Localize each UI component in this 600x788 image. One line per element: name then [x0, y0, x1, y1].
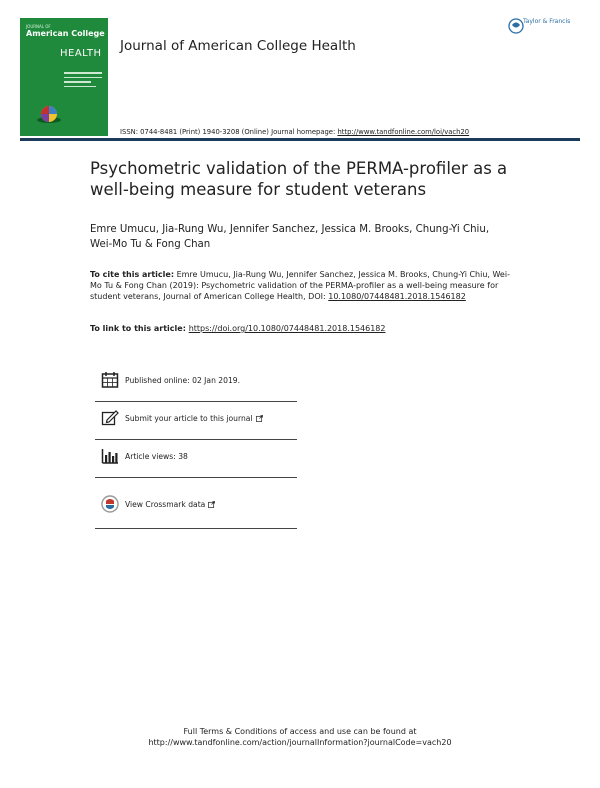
publisher-name: Taylor & Francis	[523, 18, 571, 25]
crossmark-icon	[101, 495, 119, 513]
article-authors: Emre Umucu, Jia-Rung Wu, Jennifer Sanchez, Jessica M. Brooks, Chung-Yi Chiu, Wei-Mo Tu & Fong Chan	[90, 224, 490, 250]
crossmark-row[interactable]	[95, 490, 297, 526]
published-online-row	[95, 366, 297, 402]
row-divider	[95, 528, 297, 529]
article-views-text[interactable]: Article views: 38	[125, 452, 188, 461]
external-link-icon	[256, 415, 263, 422]
citation-label: To cite this article:	[90, 270, 175, 279]
footer-terms-link[interactable]: http://www.tandfonline.com/action/journalInformation?journalCode=vach20	[148, 738, 452, 747]
footer	[0, 726, 600, 748]
row-divider	[95, 401, 297, 402]
cover-title-health: HEALTH	[60, 48, 102, 59]
article-link-label: To link to this article:	[90, 324, 189, 333]
issn-text: ISSN: 0744-8481 (Print) 1940-3208 (Online) Journal homepage:	[120, 128, 338, 136]
citation-text: Emre Umucu, Jia-Rung Wu, Jennifer Sanchez, Jessica M. Brooks, Chung-Yi Chiu, Wei-Mo Tu & Fong Chan (2019): Psychometric validation of the PERMA-profiler as a well-being measure for student veterans, Journal of American College Health, DOI:	[90, 270, 510, 301]
cover-title: American College	[26, 29, 105, 38]
issn-line	[120, 128, 469, 136]
cover-kicker: JOURNAL OF	[26, 24, 51, 29]
footer-terms-text: Full Terms & Conditions of access and use can be found at	[183, 727, 417, 736]
external-link-icon	[208, 501, 215, 508]
row-divider	[95, 477, 297, 478]
journal-homepage-link[interactable]: http://www.tandfonline.com/loi/vach20	[337, 128, 470, 136]
crossmark-link[interactable]: View Crossmark data	[125, 500, 215, 509]
submit-article-link[interactable]: Submit your article to this journal	[125, 414, 263, 423]
submit-article-row[interactable]	[95, 404, 297, 440]
article-doi-link[interactable]: https://doi.org/10.1080/07448481.2018.1546182	[188, 324, 386, 333]
article-title: Psychometric validation of the PERMA-profiler as a well-being measure for student veterans	[90, 159, 508, 199]
citation-block	[90, 269, 510, 302]
row-divider	[95, 439, 297, 440]
citation-doi-link[interactable]: 10.1080/07448481.2018.1546182	[328, 292, 466, 301]
bar-chart-icon	[101, 447, 119, 465]
header-rule	[20, 138, 580, 141]
cover-text-block	[64, 72, 102, 90]
article-views-row[interactable]	[95, 442, 297, 478]
journal-title: Journal of American College Health	[120, 38, 356, 54]
journal-cover-image	[20, 18, 108, 136]
published-online-text: Published online: 02 Jan 2019.	[125, 376, 241, 385]
edit-icon	[101, 409, 119, 427]
cover-globe-icon	[35, 104, 63, 124]
article-link-block	[90, 324, 510, 333]
calendar-icon	[101, 371, 119, 389]
